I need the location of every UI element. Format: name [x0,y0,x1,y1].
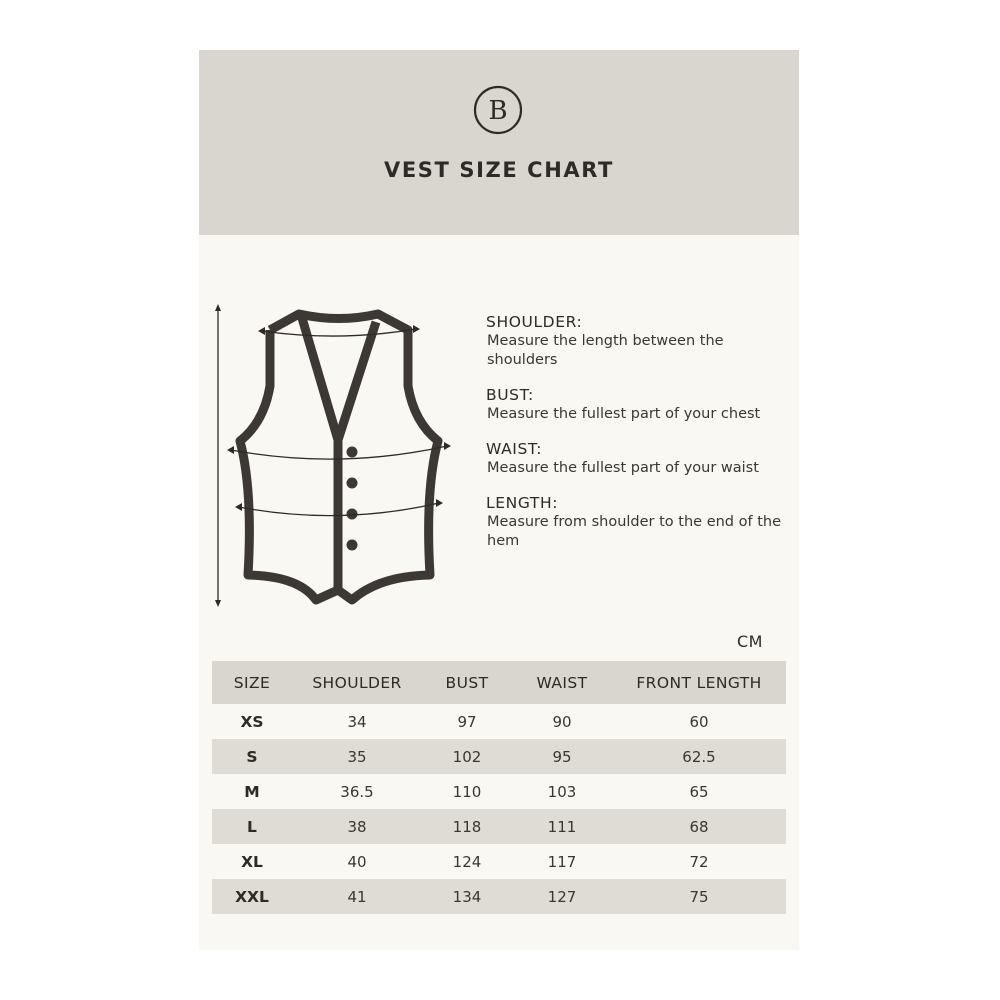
table-cell: 41 [347,887,367,906]
measure-description: Measure the fullest part of your chest [487,406,761,422]
measure-heading: WAIST: [486,440,543,458]
size-cell: XXL [235,887,269,906]
measure-description: Measure the length between the shoulders [487,333,724,368]
measure-heading: LENGTH: [486,494,559,512]
measurement-guide [486,312,796,566]
table-row [212,704,786,739]
table-cell: 110 [452,782,482,801]
column-header: SHOULDER [312,673,402,692]
page-title: VEST SIZE CHART [384,158,614,182]
table-row [212,739,786,774]
measure-bust [486,385,796,424]
table-cell: 40 [347,852,367,871]
table-cell: 38 [347,817,367,836]
table-header-row [212,661,786,704]
size-cell: S [246,747,258,766]
table-cell: 72 [689,852,709,871]
measure-waist [486,439,796,478]
table-cell: 90 [552,712,572,731]
column-header: FRONT LENGTH [636,673,762,692]
measure-heading: SHOULDER: [486,313,583,331]
table-cell: 34 [347,712,367,731]
vest-diagram-icon [204,300,454,615]
measure-heading: BUST: [486,386,534,404]
table-cell: 127 [547,887,577,906]
table-cell: 117 [547,852,577,871]
size-cell: XL [241,852,263,871]
measure-shoulder [486,312,796,370]
table-cell: 36.5 [340,782,374,801]
table-cell: 111 [547,817,577,836]
table-row [212,879,786,914]
size-chart-card [199,50,799,950]
table-row [212,774,786,809]
table-cell: 97 [457,712,477,731]
table-cell: 65 [689,782,709,801]
column-header: SIZE [233,673,271,692]
table-cell: 95 [552,747,572,766]
table-cell: 134 [452,887,482,906]
measure-description: Measure the fullest part of your waist [487,460,759,476]
size-cell: L [247,817,257,836]
unit-label: CM [737,632,763,651]
table-cell: 102 [452,747,482,766]
logo-letter: B [488,96,508,126]
size-table [212,661,786,914]
column-header: WAIST [536,673,588,692]
table-cell: 118 [452,817,482,836]
header-banner [199,50,799,235]
table-cell: 60 [689,712,709,731]
table-cell: 62.5 [682,747,716,766]
size-cell: M [244,782,260,801]
measure-description: Measure from shoulder to the end of the hem [487,514,781,549]
measure-length [486,493,796,551]
column-header: BUST [445,673,489,692]
size-cell: XS [240,712,264,731]
table-row [212,809,786,844]
table-cell: 103 [547,782,577,801]
table-cell: 35 [347,747,367,766]
table-cell: 124 [452,852,482,871]
table-cell: 75 [689,887,709,906]
table-cell: 68 [689,817,709,836]
table-row [212,844,786,879]
brand-logo-icon [473,85,523,135]
